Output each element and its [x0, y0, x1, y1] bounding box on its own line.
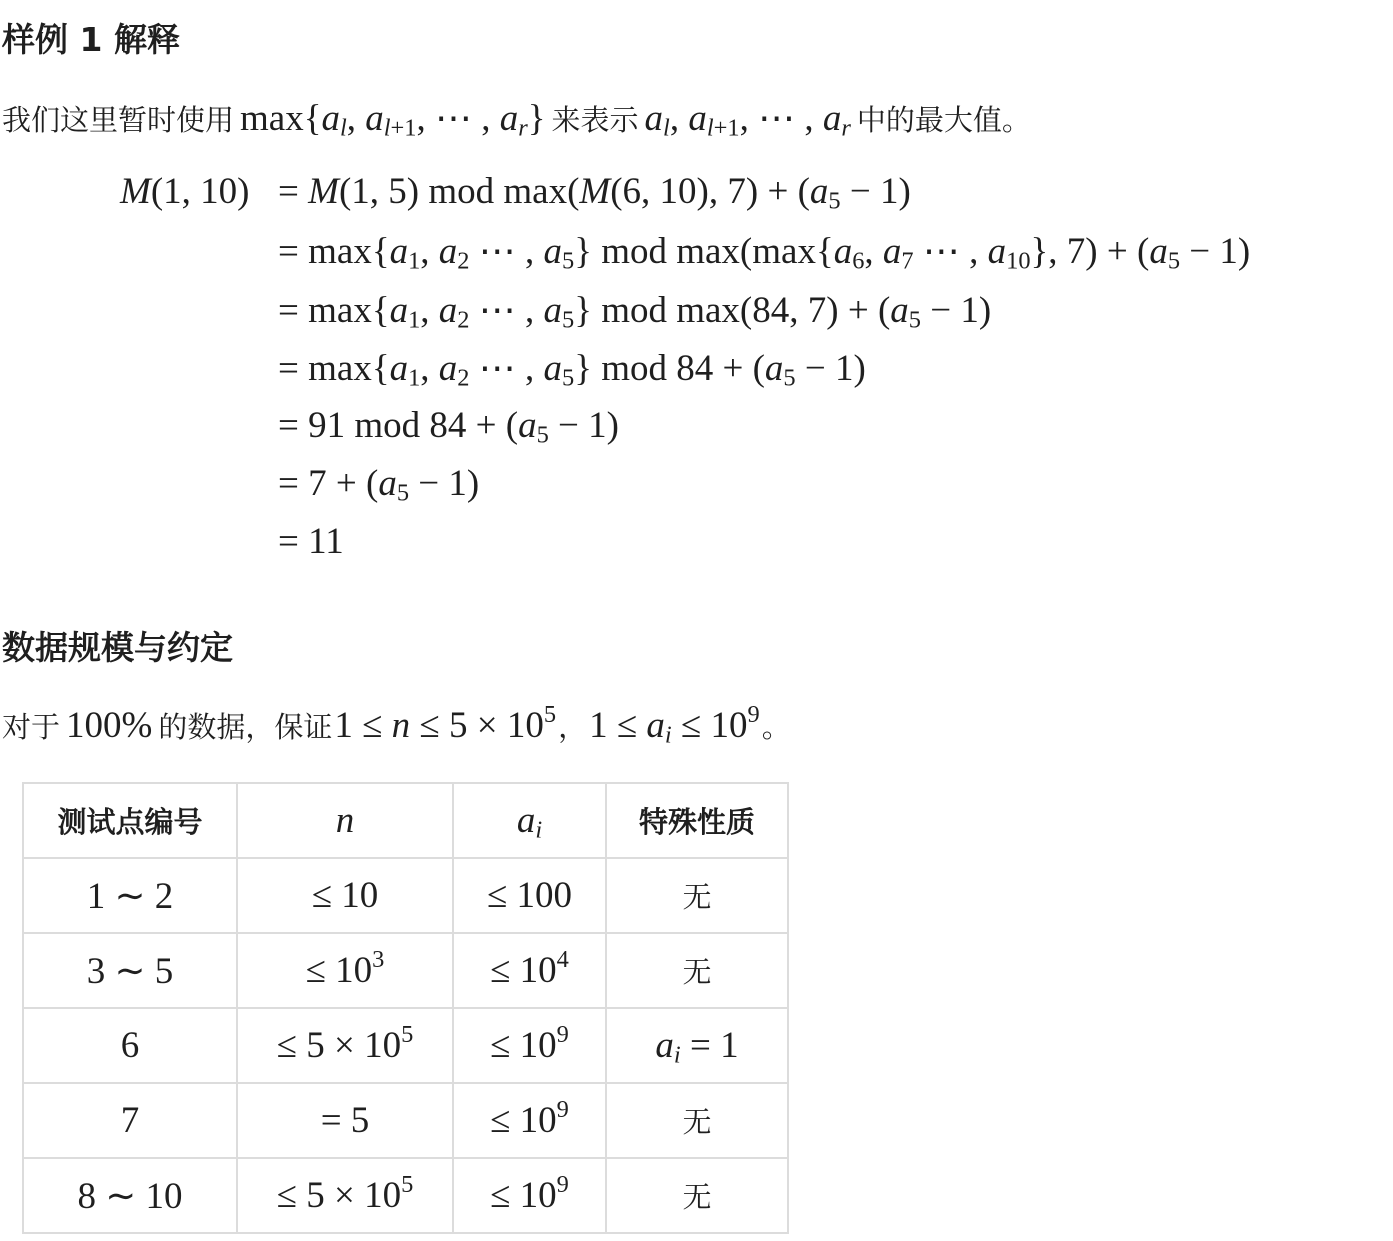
equation-lhs: M(1, 10) [120, 171, 250, 212]
cell-a: ≤ 100 [453, 858, 606, 933]
cell-n: ≤ $10^3$ [237, 933, 453, 1008]
cell-test-id: 8 ∼ 10 [23, 1158, 237, 1233]
cell-property: $a_i = 1$ [606, 1008, 788, 1083]
cell-test-id: 3 ∼ 5 [23, 933, 237, 1008]
header-test-id: 测试点编号 [23, 783, 237, 858]
header-n: n [237, 783, 453, 858]
equation-line-5: = 91 mod $84 + (a_5 - 1)$ [278, 405, 619, 449]
header-property: 特殊性质 [606, 783, 788, 858]
cell-n: ≤ $5 \times 10^5$ [237, 1158, 453, 1233]
cell-test-id: 1 ∼ 2 [23, 858, 237, 933]
constraint-prefix: 对于 [2, 710, 61, 744]
table-row [23, 858, 788, 933]
cell-a: ≤ $10^9$ [453, 1008, 606, 1083]
header-a: $a_i$ [453, 783, 606, 858]
table-row [23, 1083, 788, 1158]
intro-max-formula: $\max\{a_l$, $a_{l+1}$, ⋯ , $a_r$} [240, 98, 546, 142]
constraint-percent: 100% [66, 705, 153, 746]
intro-middle: 来表示 [551, 103, 639, 137]
equation-line-6: = $7 + (a_5 - 1)$ [278, 463, 480, 507]
table-row [23, 1158, 788, 1233]
cell-a: ≤ $10^9$ [453, 1083, 606, 1158]
cell-test-id: 6 [23, 1008, 237, 1083]
intro-line [2, 96, 1031, 140]
intro-suffix: 中的最大值。 [856, 103, 1031, 137]
constraint-middle: 的数据，保证 [158, 710, 333, 744]
equation-line-7: = 11 [278, 521, 344, 562]
constraint-line [2, 700, 791, 749]
intro-prefix: 我们这里暂时使用 [2, 103, 235, 137]
cell-test-id: 7 [23, 1083, 237, 1158]
section-heading-constraints: 数据规模与约定 [2, 628, 233, 667]
intro-sequence-formula: $a_l$, $a_{l+1}$, ⋯ , $a_r$ [644, 98, 851, 142]
cell-n: ≤ 10 [237, 858, 453, 933]
cell-property: 无 [606, 858, 788, 933]
cell-n: ≤ $5 \times 10^5$ [237, 1008, 453, 1083]
table-row [23, 933, 788, 1008]
constraint-a-range: $1 \le a_i \le 10^9$ [589, 700, 760, 749]
cell-a: ≤ $10^4$ [453, 933, 606, 1008]
equation-line-1: = M(1, 5) mod max(M(6, 10), $7) + (a_5 - 1)$ [278, 171, 911, 215]
section-heading-sample: 样例 1 解释 [2, 20, 180, 59]
equation-line-4: = $\max\{a_1$, $a_2$ ⋯ , $a_5$} mod $84 + (a_5 - 1)$ [278, 348, 866, 392]
equation-line-3: = $\max\{a_1$, $a_2$ ⋯ , $a_5$} mod max(84, $7) + (a_5 - 1)$ [278, 290, 992, 334]
constraint-n-range: $1 \le n \le 5 \times 10^5$ [334, 700, 557, 746]
constraint-end: 。 [761, 710, 791, 744]
constraint-separator: ， [558, 710, 588, 744]
cell-n: = 5 [237, 1083, 453, 1158]
cell-property: 无 [606, 933, 788, 1008]
cell-property: 无 [606, 1158, 788, 1233]
constraints-table [22, 782, 789, 1234]
table-header-row [23, 783, 788, 858]
equation-line-2: = $\max\{a_1$, $a_2$ ⋯ , $a_5$} mod $\max(\max\{a_6$, $a_7$ ⋯ , $a_{10}$}, $7) + (a_5 - 1)$ [278, 231, 1251, 275]
table-row [23, 1008, 788, 1083]
cell-a: ≤ $10^9$ [453, 1158, 606, 1233]
cell-property: 无 [606, 1083, 788, 1158]
